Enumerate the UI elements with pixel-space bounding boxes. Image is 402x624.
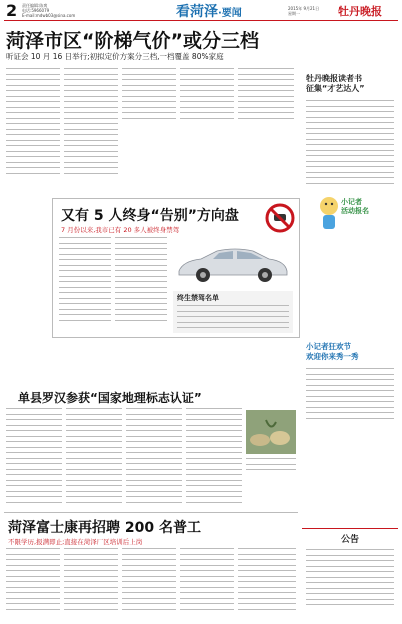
- story-four-col-5: [238, 548, 296, 620]
- sidebar-top-title: 牡丹晚报读者书 征集“才艺达人”: [306, 74, 365, 93]
- notice-box: [302, 528, 398, 615]
- masthead-date: 2015年 9月21日 星期一: [288, 6, 320, 16]
- feature-box: [52, 198, 300, 338]
- masthead-rule: [4, 20, 398, 21]
- sidebar-mid: [302, 340, 398, 420]
- notice-body: [306, 549, 394, 609]
- lead-body-col-2: [64, 68, 118, 188]
- kid-reporter-graphic: [315, 190, 385, 236]
- story-four-col-4: [180, 548, 234, 620]
- story-four-col-1: [6, 548, 60, 620]
- kid-reporter-caption: 小记者 活动报名: [341, 198, 369, 215]
- sidebar-mid-body: [306, 368, 394, 420]
- masthead-info: 责任编辑:陈爽 电话:5966079 E-mail:mdwb03@sina.com: [22, 3, 76, 18]
- paper-name-logo: 牡丹晚报: [338, 5, 382, 18]
- story-four-rule: [4, 512, 298, 513]
- feature-subheadline: 7 月份以来,我市已有 20 多人被终身禁驾: [61, 226, 180, 234]
- car-icon: [173, 239, 293, 287]
- story-three-headline: 单县罗汉参获“国家地理标志认证”: [18, 391, 202, 405]
- lead-body-col-3: [122, 68, 176, 128]
- ban-list-title: 终生禁驾名单: [177, 294, 219, 302]
- page-number: 2: [6, 1, 18, 20]
- ban-list-box: [173, 291, 293, 333]
- feature-body-col-1: [59, 237, 111, 333]
- notice-title: 公告: [340, 535, 359, 545]
- sidebar-mid-title: 小记者狂欢节 欢迎你来秀一秀: [306, 342, 359, 361]
- lead-subheadline: 听证会 10 月 16 日举行;初拟定价方案分三档,一档覆盖 80%家庭: [6, 52, 224, 61]
- lead-body-col-4: [180, 68, 234, 128]
- prohibition-sign-icon: [265, 203, 295, 233]
- lead-body-col-1: [6, 68, 60, 188]
- story-three-col-1: [6, 408, 62, 512]
- feature-headline: 又有 5 人终身“告别”方向盘: [61, 208, 239, 224]
- masthead: [0, 0, 402, 20]
- photo-caption: [246, 458, 296, 478]
- story-three-col-2: [66, 408, 122, 512]
- story-four-subheadline: 不限学历,报满即止;直接在菏泽厂区培训后上岗: [8, 538, 143, 546]
- lead-headline: 菏泽市区“阶梯气价”或分三档: [6, 30, 259, 52]
- sidebar-top: [302, 72, 398, 272]
- plant-photo-icon: [246, 410, 296, 454]
- car-image: [173, 239, 293, 287]
- story-four-col-3: [122, 548, 176, 620]
- story-four-col-2: [64, 548, 118, 620]
- feature-body-col-2: [115, 237, 167, 333]
- section-title: 看菏泽·要闻: [176, 4, 242, 20]
- story-three-col-3: [126, 408, 182, 512]
- sidebar-top-body: [306, 100, 394, 186]
- arhat-ginseng-photo: [246, 410, 296, 454]
- lead-body-col-5: [238, 68, 294, 128]
- no-driving-sign: [265, 203, 295, 233]
- story-three-col-4: [186, 408, 242, 512]
- ban-list-entries: [177, 305, 289, 333]
- story-four-headline: 菏泽富士康再招聘 200 名普工: [8, 520, 201, 536]
